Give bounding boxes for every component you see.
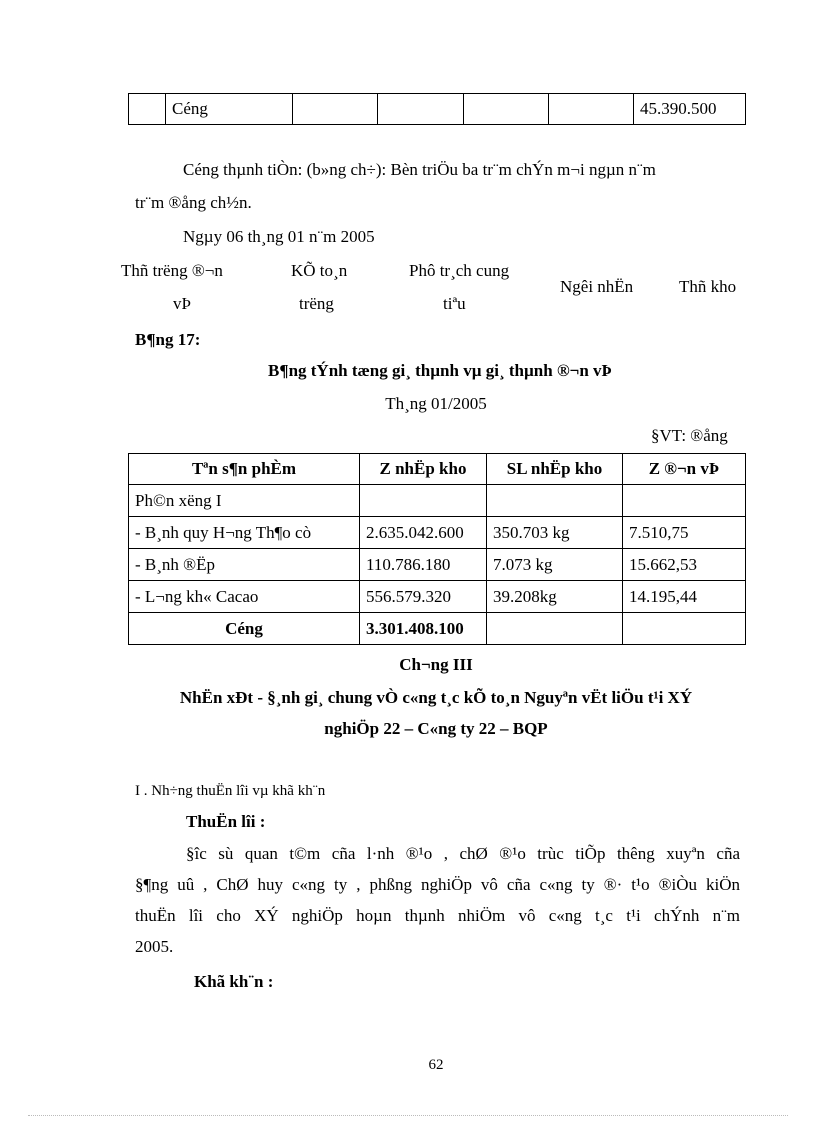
page-border xyxy=(28,1115,788,1116)
amount-in-words-line1: Céng thµnh tiÒn: (b»ng ch÷): Bèn triÖu ba tr¨m chÝn m¬i ngµn n¨m xyxy=(183,160,656,179)
table-cell: Céng xyxy=(166,94,293,125)
table-cell: - B¸nh quy H¬ng Th¶o cò xyxy=(129,517,360,549)
table-title: B¶ng tÝnh tæng gi¸ thµnh vµ gi¸ thµnh ®¬n vÞ xyxy=(268,361,612,380)
table-cell xyxy=(623,485,746,517)
top-table xyxy=(128,93,746,125)
table-cell xyxy=(293,94,378,125)
column-header: Z nhËp kho xyxy=(360,454,487,485)
subheading-advantages: ThuËn lîi : xyxy=(186,812,266,831)
table-cell: 2.635.042.600 xyxy=(360,517,487,549)
signature-chief-accountant: KÕ to¸n xyxy=(291,261,348,280)
signature-head-of-unit-line2: vÞ xyxy=(173,294,191,313)
chapter-label: Ch¬ng III xyxy=(399,655,473,674)
table-cell: 3.301.408.100 xyxy=(360,613,487,645)
subheading-difficulties: Khã kh¨n : xyxy=(194,972,274,991)
signature-supply-officer-line2: tiªu xyxy=(443,294,466,313)
table-cell: 350.703 kg xyxy=(487,517,623,549)
table-row xyxy=(129,549,746,581)
table-caption: B¶ng 17: xyxy=(135,330,201,349)
table-cell: - B¸nh ®Ëp xyxy=(129,549,360,581)
table-unit: §VT: ®ång xyxy=(651,426,728,445)
table-cell: 39.208kg xyxy=(487,581,623,613)
section-heading: I . Nh÷ng thuËn lîi vµ khã kh¨n xyxy=(135,783,326,799)
table-cell: - L¬ng kh« Cacao xyxy=(129,581,360,613)
paragraph-line: thuËn lîi cho XÝ nghiÖp hoµn thµnh nhiÖm vô c«ng t¸c t¹i chÝnh n¨m xyxy=(135,906,740,925)
table-cell xyxy=(378,94,464,125)
paragraph-line: 2005. xyxy=(135,937,174,956)
column-header: SL nhËp kho xyxy=(487,454,623,485)
column-header: Z ®¬n vÞ xyxy=(623,454,746,485)
table-cell xyxy=(464,94,549,125)
table-row xyxy=(129,485,746,517)
column-header: Tªn s¶n phÈm xyxy=(129,454,360,485)
table-cell xyxy=(549,94,634,125)
chapter-title-line2: nghiÖp 22 – C«ng ty 22 – BQP xyxy=(324,719,548,738)
table-row xyxy=(129,94,746,125)
signature-receiver: Ngêi nhËn xyxy=(560,277,634,296)
paragraph-line: §¶ng uû , ChØ huy c«ng ty , phßng nghiÖp vô cña c«ng ty ®· t¹o ®iÒu kiÖn xyxy=(135,875,740,894)
paragraph-line: §îc sù quan t©m cña l·nh ®¹o , chØ ®¹o trùc tiÕp thêng xuyªn cña xyxy=(186,844,740,863)
table-row xyxy=(129,581,746,613)
table-cell xyxy=(129,94,166,125)
amount-in-words-line2: tr¨m ®ång ch½n. xyxy=(135,193,252,212)
table-row xyxy=(129,517,746,549)
cost-table xyxy=(128,453,746,645)
page-number: 62 xyxy=(428,1057,444,1073)
table-header-row xyxy=(129,454,746,485)
table-cell: 110.786.180 xyxy=(360,549,487,581)
chapter-title-line1: NhËn xÐt - §¸nh gi¸ chung vÒ c«ng t¸c kÕ to¸n Nguyªn vËt liÖu t¹i XÝ xyxy=(179,688,693,707)
table-cell: 14.195,44 xyxy=(623,581,746,613)
table-cell: 7.073 kg xyxy=(487,549,623,581)
table-cell xyxy=(623,613,746,645)
signature-head-of-unit: Thñ trëng ®¬n xyxy=(121,261,223,280)
table-total-row xyxy=(129,613,746,645)
table-cell: 556.579.320 xyxy=(360,581,487,613)
signature-supply-officer: Phô tr¸ch cung xyxy=(409,261,510,280)
table-period: Th¸ng 01/2005 xyxy=(385,394,487,413)
table-cell: Céng xyxy=(129,613,360,645)
table-cell: 15.662,53 xyxy=(623,549,746,581)
table-cell: 45.390.500 xyxy=(634,94,746,125)
table-cell: 7.510,75 xyxy=(623,517,746,549)
table-cell xyxy=(487,613,623,645)
signature-storekeeper: Thñ kho xyxy=(679,277,737,296)
date-line: Ngµy 06 th¸ng 01 n¨m 2005 xyxy=(183,227,375,246)
table-cell xyxy=(487,485,623,517)
table-cell xyxy=(360,485,487,517)
table-cell: Ph©n xëng I xyxy=(129,485,360,517)
signature-chief-accountant-line2: trëng xyxy=(299,294,334,313)
